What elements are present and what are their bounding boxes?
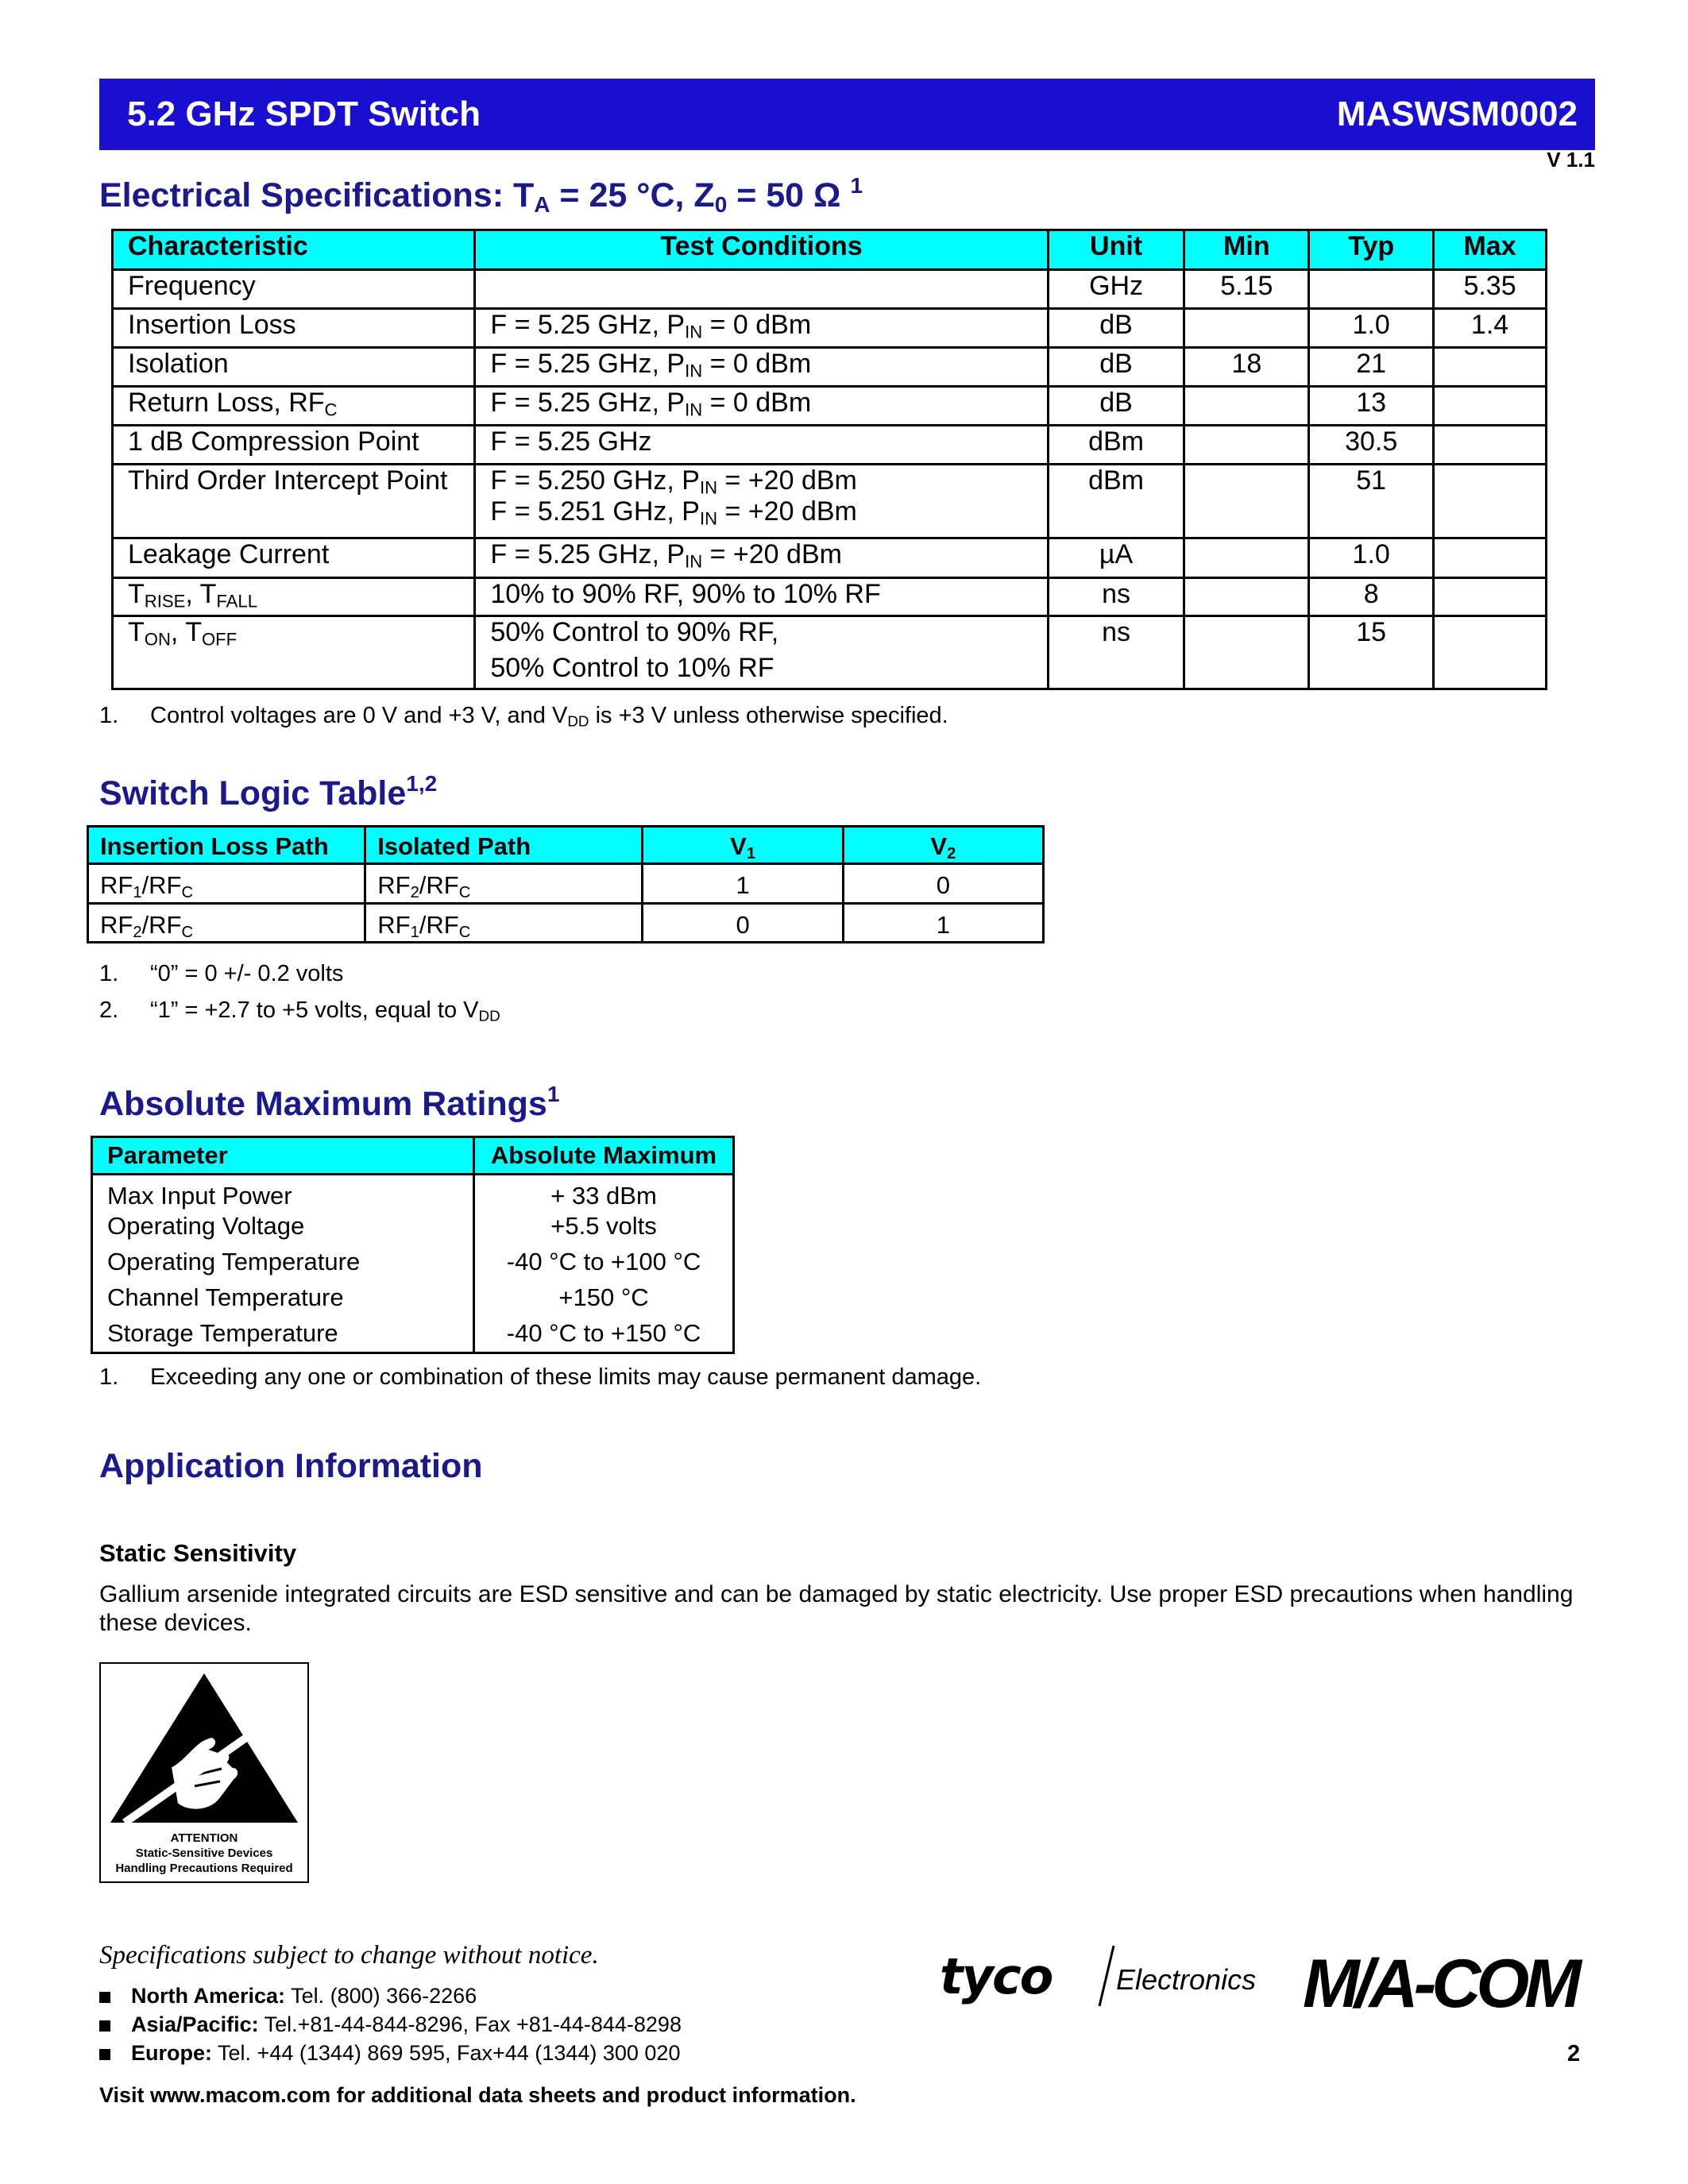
- cell-unit: ns: [1048, 578, 1184, 616]
- cell-characteristic: Frequency: [113, 270, 475, 309]
- electrical-specs-table: [111, 229, 1547, 690]
- esd-label: ATTENTION Static-Sensitive Devices Handling Precautions Required: [115, 1831, 293, 1875]
- column-header: $V_2$: [843, 827, 1043, 864]
- column-header: Characteristic: [113, 230, 475, 270]
- table-row: [92, 1175, 734, 1211]
- contact-europe: Europe: Tel. +44 (1344) 869 595, Fax+44 (1344) 300 020: [99, 2041, 680, 2066]
- cell-value: +150 °C: [474, 1282, 734, 1318]
- cell-condition: F = 5.25 GHz, $P_{IN} = 0$ dBm: [475, 309, 1048, 348]
- cell-v2: 0: [843, 864, 1043, 904]
- cell-unit: dBm: [1048, 426, 1184, 465]
- logo-slash: [1095, 1944, 1118, 2008]
- table-row: [88, 864, 1044, 904]
- cell-max: [1434, 465, 1547, 538]
- application-heading: Application Information: [99, 1447, 483, 1485]
- cell-characteristic: Return Loss, $RF_C$: [113, 387, 475, 426]
- static-sensitivity-text: Gallium arsenide integrated circuits are ESD sensitive and can be damaged by static electricity. Use proper ESD precautions when handling these devices.: [99, 1581, 1574, 1636]
- cell-min: [1184, 387, 1309, 426]
- cell-isolated-path: $RF_2/RF_C$: [365, 864, 643, 904]
- cell-v1: 1: [643, 864, 843, 904]
- esd-warning-badge: [99, 1662, 309, 1883]
- cell-v2: 1: [843, 904, 1043, 943]
- switch-logic-table: [87, 825, 1045, 943]
- cell-parameter: Storage Temperature: [92, 1318, 474, 1352]
- cell-value: + 33 dBm: [474, 1175, 734, 1211]
- cell-value: -40 °C to +150 °C: [474, 1318, 734, 1352]
- cell-typ: 21: [1309, 348, 1434, 387]
- table-header-row: [92, 1137, 734, 1175]
- cell-v1: 0: [643, 904, 843, 943]
- cell-min: [1184, 426, 1309, 465]
- cell-parameter: Operating Voltage: [92, 1210, 474, 1246]
- table-row: [88, 904, 1044, 943]
- cell-characteristic: Isolation: [113, 348, 475, 387]
- column-header: Min: [1184, 230, 1309, 270]
- contact-asia-pacific: Asia/Pacific: Tel.+81-44-844-8296, Fax +81-44-844-8298: [99, 2012, 682, 2037]
- cell-unit: dB: [1048, 348, 1184, 387]
- column-header: Unit: [1048, 230, 1184, 270]
- cell-min: [1184, 538, 1309, 578]
- cell-typ: 1.0: [1309, 309, 1434, 348]
- cell-max: [1434, 578, 1547, 616]
- table-row: [92, 1318, 734, 1352]
- column-header: $V_1$: [643, 827, 843, 864]
- table-row: [113, 616, 1547, 689]
- cell-typ: 30.5: [1309, 426, 1434, 465]
- document-title: 5.2 GHz SPDT Switch: [127, 95, 481, 133]
- cell-typ: [1309, 270, 1434, 309]
- table-row: [113, 538, 1547, 578]
- contact-north-america: North America: Tel. (800) 366-2266: [99, 1984, 477, 2008]
- cell-condition: F = 5.250 GHz, $P_{IN} = +20$ dBm F = 5.251 GHz, $P_{IN} = +20$ dBm: [475, 465, 1048, 538]
- cell-unit: dB: [1048, 387, 1184, 426]
- table-header-row: [113, 230, 1547, 270]
- column-header: Insertion Loss Path: [88, 827, 365, 864]
- ratings-table: [91, 1136, 735, 1354]
- cell-condition: F = 5.25 GHz, $P_{IN} = +20$ dBm: [475, 538, 1048, 578]
- cell-max: 1.4: [1434, 309, 1547, 348]
- footer-notice: Specifications subject to change without notice.: [99, 1941, 599, 1970]
- cell-insertion-loss-path: $RF_2/RF_C$: [88, 904, 365, 943]
- version-label: V 1.1: [1547, 148, 1595, 172]
- macom-logo: M/A-COM: [1303, 1946, 1577, 2022]
- bullet-square-icon: [99, 2020, 110, 2032]
- cell-characteristic: $T_{RISE}$, $T_{FALL}$: [113, 578, 475, 616]
- cell-unit: µA: [1048, 538, 1184, 578]
- cell-unit: dB: [1048, 309, 1184, 348]
- column-header: Max: [1434, 230, 1547, 270]
- logic-footnote-2: 2. “1” = +2.7 to +5 volts, equal to $V_{DD}$: [99, 997, 500, 1024]
- cell-characteristic: Leakage Current: [113, 538, 475, 578]
- cell-parameter: Channel Temperature: [92, 1282, 474, 1318]
- table-header-row: [88, 827, 1044, 864]
- cell-characteristic: $T_{ON}$, $T_{OFF}$: [113, 616, 475, 689]
- cell-isolated-path: $RF_1/RF_C$: [365, 904, 643, 943]
- bullet-square-icon: [99, 1992, 110, 2003]
- table-row: [113, 270, 1547, 309]
- cell-min: 18: [1184, 348, 1309, 387]
- cell-value: +5.5 volts: [474, 1210, 734, 1246]
- static-sensitivity-subheading: Static Sensitivity: [99, 1539, 297, 1567]
- cell-unit: dBm: [1048, 465, 1184, 538]
- cell-min: [1184, 616, 1309, 689]
- table-row: [92, 1210, 734, 1246]
- cell-typ: 51: [1309, 465, 1434, 538]
- header-bar: [99, 79, 1595, 150]
- cell-unit: GHz: [1048, 270, 1184, 309]
- bullet-square-icon: [99, 2049, 110, 2060]
- esd-hand-triangle-icon: [101, 1664, 307, 1823]
- cell-characteristic: 1 dB Compression Point: [113, 426, 475, 465]
- cell-insertion-loss-path: $RF_1/RF_C$: [88, 864, 365, 904]
- cell-parameter: Operating Temperature: [92, 1246, 474, 1282]
- visit-website-line: Visit www.macom.com for additional data sheets and product information.: [99, 2083, 856, 2107]
- cell-characteristic: Insertion Loss: [113, 309, 475, 348]
- cell-max: [1434, 616, 1547, 689]
- electrical-specs-heading: Electrical Specifications: $T_A = 25$ °C, $Z_0 = 50$ Ω $^1$: [99, 173, 863, 217]
- switch-logic-heading: Switch Logic Table$^{1,2}$: [99, 771, 438, 812]
- page-number: 2: [1567, 2041, 1581, 2066]
- cell-condition: F = 5.25 GHz, $P_{IN} = 0$ dBm: [475, 348, 1048, 387]
- cell-max: [1434, 348, 1547, 387]
- cell-max: [1434, 538, 1547, 578]
- table-row: [113, 465, 1547, 538]
- cell-typ: 1.0: [1309, 538, 1434, 578]
- column-header: Test Conditions: [475, 230, 1048, 270]
- table-row: [113, 309, 1547, 348]
- cell-max: [1434, 426, 1547, 465]
- table-row: [92, 1282, 734, 1318]
- cell-parameter: Max Input Power: [92, 1175, 474, 1211]
- table-row: [113, 578, 1547, 616]
- cell-min: [1184, 309, 1309, 348]
- cell-condition: F = 5.25 GHz, $P_{IN} = 0$ dBm: [475, 387, 1048, 426]
- part-number: MASWSM0002: [1336, 95, 1578, 133]
- ratings-heading: Absolute Maximum Ratings$^1$: [99, 1082, 560, 1123]
- table-row: [113, 426, 1547, 465]
- cell-typ: 13: [1309, 387, 1434, 426]
- cell-min: [1184, 578, 1309, 616]
- cell-unit: ns: [1048, 616, 1184, 689]
- cell-condition: 10% to 90% RF, 90% to 10% RF: [475, 578, 1048, 616]
- column-header: Absolute Maximum: [474, 1137, 734, 1175]
- cell-typ: 8: [1309, 578, 1434, 616]
- column-header: Typ: [1309, 230, 1434, 270]
- cell-min: 5.15: [1184, 270, 1309, 309]
- column-header: Parameter: [92, 1137, 474, 1175]
- cell-characteristic: Third Order Intercept Point: [113, 465, 475, 538]
- column-header: Isolated Path: [365, 827, 643, 864]
- electrical-footnote: 1. Control voltages are 0 V and +3 V, and $V_{DD}$ is +3 V unless otherwise specified.: [99, 703, 948, 730]
- cell-value: -40 °C to +100 °C: [474, 1246, 734, 1282]
- cell-condition: [475, 270, 1048, 309]
- cell-max: 5.35: [1434, 270, 1547, 309]
- ratings-footnote: 1. Exceeding any one or combination of these limits may cause permanent damage.: [99, 1364, 982, 1390]
- cell-condition: F = 5.25 GHz: [475, 426, 1048, 465]
- table-row: [92, 1246, 734, 1282]
- logic-footnote-1: 1. “0” = 0 +/- 0.2 volts: [99, 961, 344, 986]
- table-row: [113, 348, 1547, 387]
- cell-min: [1184, 465, 1309, 538]
- cell-condition: 50% Control to 90% RF, 50% Control to 10% RF: [475, 616, 1048, 689]
- tyco-electronics-logo: tyco Electronics: [940, 1944, 1257, 2016]
- table-row: [113, 387, 1547, 426]
- cell-typ: 15: [1309, 616, 1434, 689]
- cell-max: [1434, 387, 1547, 426]
